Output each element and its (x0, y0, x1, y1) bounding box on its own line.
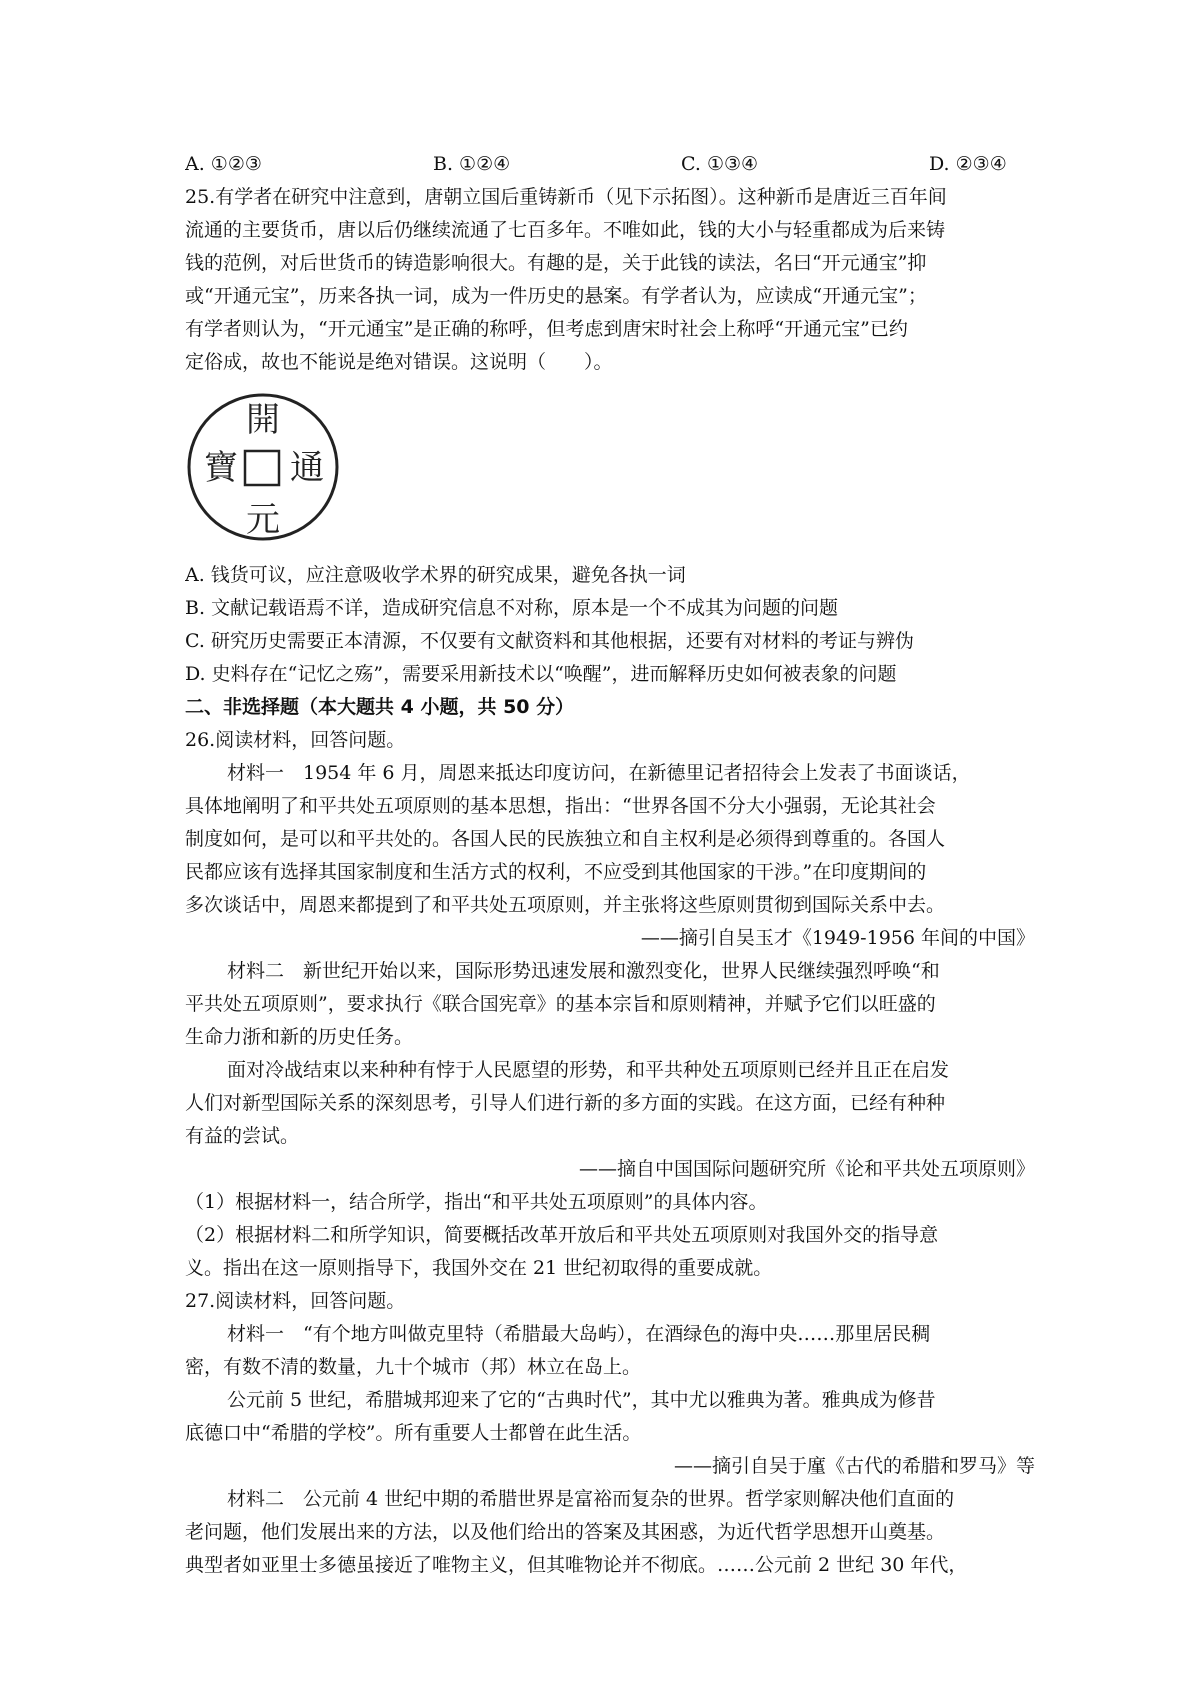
coin-char-top: 開 (246, 400, 280, 440)
q25-option-d: D. 史料存在“记忆之殇”，需要采用新技术以“唤醒”，进而解释历史如何被表象的问题 (185, 663, 897, 685)
q25-option-a: A. 钱货可议，应注意吸收学术界的研究成果，避免各执一词 (185, 564, 686, 586)
q27-m1-source: ——摘引自吴于廑《古代的希腊和罗马》等 (673, 1455, 1035, 1477)
q26-material-2 (185, 955, 1035, 1186)
q24-choice-d: D. ②③④ (929, 153, 1007, 175)
coin-char-left: 寶 (204, 448, 238, 488)
exam-page (185, 148, 1035, 1582)
q25-line: 流通的主要货币，唐以后仍继续流通了七百多年。不唯如此，钱的大小与轻重都成为后来铸 (185, 219, 946, 241)
q26-m2-line: 面对冷战结束以来种种有悖于人民愿望的形势，和平共种处五项原则已经并且正在启发 (227, 1059, 950, 1081)
q27-stem: 27.阅读材料，回答问题。 (185, 1290, 406, 1312)
q26-questions (185, 1186, 1035, 1285)
q26-m2-line: 材料二 新世纪开始以来，国际形势迅速发展和激烈变化，世界人民继续强烈呼唤“和 (227, 960, 940, 982)
q25-options (185, 559, 1035, 691)
q24-choice-a: A. ①②③ (185, 153, 262, 175)
q26-m1-line: 制度如何，是可以和平共处的。各国人民的民族独立和自主权利是必须得到尊重的。各国人 (185, 828, 946, 850)
q27-m1-line: 底德口中“希腊的学校”。所有重要人士都曾在此生活。 (185, 1422, 642, 1444)
q26-m1-source: ——摘引自吴玉才《1949-1956 年间的中国》 (640, 927, 1035, 949)
q26-question-line: （2）根据材料二和所学知识，简要概括改革开放后和平共处五项原则对我国外交的指导意 (185, 1224, 939, 1246)
q27-m1-line: 密，有数不清的数量，九十个城市（邦）林立在岛上。 (185, 1356, 642, 1378)
q27-m2-line: 老问题，他们发展出来的方法，以及他们给出的答案及其困惑，为近代哲学思想开山奠基。 (185, 1521, 946, 1543)
coin-illustration (183, 387, 343, 547)
q26-m2-line: 平共处五项原则”，要求执行《联合国宪章》的基本宗旨和原则精神，并赋予它们以旺盛的 (185, 993, 936, 1015)
q26-m1-line: 材料一 1954 年 6 月，周恩来抵达印度访问，在新德里记者招待会上发表了书面谈话， (227, 762, 971, 784)
section-title: 二、非选择题（本大题共 4 小题，共 50 分） (185, 696, 575, 718)
q26-question-line: （1）根据材料一，结合所学，指出“和平共处五项原则”的具体内容。 (185, 1191, 768, 1213)
q26-m1-line: 多次谈话中，周恩来都提到了和平共处五项原则，并主张将这些原则贯彻到国际关系中去。 (185, 894, 946, 916)
q25-option-b: B. 文献记载语焉不详，造成研究信息不对称，原本是一个不成其为问题的问题 (185, 597, 839, 619)
q24-choice-b: B. ①②④ (433, 153, 511, 175)
q27-m2-line: 典型者如亚里士多德虽接近了唯物主义，但其唯物论并不彻底。……公元前 2 世纪 30 年代， (185, 1554, 968, 1576)
q27-m2-line: 材料二 公元前 4 世纪中期的希腊世界是富裕而复杂的世界。哲学家则解决他们直面的 (227, 1488, 955, 1510)
q25-stem (185, 181, 1035, 379)
q26-m1-line: 民都应该有选择其国家制度和生活方式的权利，不应受到其他国家的干涉。”在印度期间的 (185, 861, 927, 883)
q25-line: 定俗成，故也不能说是绝对错误。这说明（ ）。 (185, 351, 613, 373)
q27-material-1 (185, 1318, 1035, 1483)
q26-m1-line: 具体地阐明了和平共处五项原则的基本思想，指出：“世界各国不分大小强弱，无论其社会 (185, 795, 936, 817)
coin-char-bottom: 元 (246, 500, 280, 540)
q26-m2-line: 生命力浙和新的历史任务。 (185, 1026, 414, 1048)
q26-m2-source: ——摘自中国国际问题研究所《论和平共处五项原则》 (578, 1158, 1035, 1180)
coin-rubbing (185, 379, 1035, 559)
q26-stem: 26.阅读材料，回答问题。 (185, 729, 406, 751)
q25-line: 有学者则认为，“开元通宝”是正确的称呼，但考虑到唐宋时社会上称呼“开通元宝”已约 (185, 318, 908, 340)
q26-material-1 (185, 757, 1035, 955)
q27-material-2 (185, 1483, 1035, 1582)
coin-char-right: 通 (290, 448, 324, 488)
coin-square-hole (245, 451, 279, 485)
q25-line: 25.有学者在研究中注意到，唐朝立国后重铸新币（见下示拓图）。这种新币是唐近三百年间 (185, 186, 947, 208)
q27-m1-line: 公元前 5 世纪，希腊城邦迎来了它的“古典时代”，其中尤以雅典为著。雅典成为修昔 (227, 1389, 936, 1411)
q25-line: 或“开通元宝”，历来各执一词，成为一件历史的悬案。有学者认为，应读成“开通元宝”； (185, 285, 927, 307)
q26-m2-line: 人们对新型国际关系的深刻思考，引导人们进行新的多方面的实践。在这方面，已经有种种 (185, 1092, 946, 1114)
q27-m1-line: 材料一 “有个地方叫做克里特（希腊最大岛屿），在酒绿色的海中央……那里居民稠 (227, 1323, 931, 1345)
q24-choice-c: C. ①③④ (681, 153, 759, 175)
q26-question-line: 义。指出在这一原则指导下，我国外交在 21 世纪初取得的重要成就。 (185, 1257, 773, 1279)
q26-m2-line: 有益的尝试。 (185, 1125, 300, 1147)
q24-choices (185, 148, 1035, 181)
q25-line: 钱的范例，对后世货币的铸造影响很大。有趣的是，关于此钱的读法，名曰“开元通宝”抑 (185, 252, 927, 274)
q25-option-c: C. 研究历史需要正本清源，不仅要有文献资料和其他根据，还要有对材料的考证与辨伪 (185, 630, 914, 652)
